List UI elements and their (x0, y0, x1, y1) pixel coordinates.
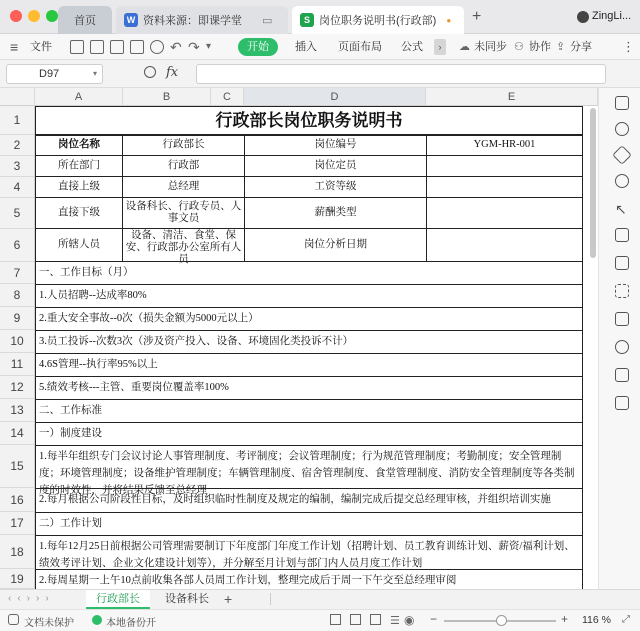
close-window-button[interactable] (10, 10, 22, 22)
history-icon[interactable] (615, 340, 629, 354)
cell-e3[interactable] (426, 155, 583, 177)
row-header[interactable]: 18 (0, 535, 35, 569)
cell-e6[interactable] (426, 228, 583, 262)
minimize-window-button[interactable] (28, 10, 40, 22)
row-header[interactable]: 16 (0, 488, 35, 512)
sheet-tab-bar (0, 589, 640, 609)
cell-b4[interactable]: 总经理 (122, 176, 245, 198)
collab-icon: ⚇ (514, 41, 524, 53)
row-header[interactable]: 3 (0, 156, 35, 177)
tab-home[interactable] (58, 6, 112, 34)
cell-a5[interactable]: 直接下级 (35, 197, 123, 229)
column-header-c[interactable]: C (211, 88, 244, 106)
zoom-search-icon[interactable] (144, 66, 156, 78)
cell-e5[interactable] (426, 197, 583, 229)
sidebar-toggle-icon[interactable] (615, 96, 629, 110)
formula-input[interactable] (196, 64, 606, 84)
row-header[interactable]: 8 (0, 284, 35, 307)
add-sheet-button[interactable]: + (224, 591, 233, 607)
right-sidebar (598, 88, 640, 589)
cell-d5[interactable]: 薪酬类型 (244, 197, 427, 229)
cell-b3[interactable]: 行政部 (122, 155, 245, 177)
cell-d3[interactable]: 岗位定员 (244, 155, 427, 177)
sync-status[interactable]: 未同步 (474, 41, 507, 53)
undo-icon[interactable]: ↶ (170, 39, 182, 55)
cell-a2[interactable]: 岗位名称 (35, 135, 123, 156)
column-header-d[interactable]: D (244, 88, 426, 106)
select-all-corner[interactable] (0, 88, 35, 106)
cell-a17[interactable]: 二）工作计划 (35, 512, 583, 536)
column-header-b[interactable]: B (123, 88, 211, 106)
image-icon[interactable] (615, 396, 629, 410)
cell-a7[interactable]: 一、工作目标（月） (35, 261, 583, 285)
cell-d2[interactable]: 岗位编号 (244, 135, 427, 156)
row-header[interactable]: 7 (0, 262, 35, 284)
row-header[interactable]: 19 (0, 569, 35, 589)
cell-b2[interactable]: 行政部长 (122, 135, 245, 156)
sidebar-extra-icon[interactable] (615, 368, 629, 382)
cell-e4[interactable] (426, 176, 583, 198)
menu-insert[interactable]: 插入 (295, 41, 317, 53)
cell-b6[interactable]: 设备、清洁、食堂、保安、行政部办公室所有人员 (122, 228, 245, 262)
eye-protect-icon[interactable]: ◉ (404, 613, 415, 627)
sheet-tab-equipment[interactable]: 设备科长 (165, 593, 209, 605)
unsaved-dot-icon: ● (446, 15, 452, 25)
cell-a11[interactable]: 4.6S管理--执行率95%以上 (35, 353, 583, 377)
cell-d6[interactable]: 岗位分析日期 (244, 228, 427, 262)
cell-e2[interactable]: YGM-HR-001 (426, 135, 583, 156)
print-icon[interactable] (130, 40, 144, 54)
theme-icon[interactable] (615, 174, 629, 188)
row-header[interactable]: 15 (0, 445, 35, 488)
read-mode-icon[interactable]: ☰ (390, 615, 400, 627)
cell-a8[interactable]: 1.人员招聘--达成率80% (35, 284, 583, 308)
page-view-icon[interactable] (350, 614, 361, 625)
fullscreen-icon[interactable]: ⤢ (622, 614, 630, 625)
sheet-nav-arrows-icon[interactable]: ‹‹››› (8, 593, 55, 604)
backup-status[interactable]: 本地备份开 (106, 618, 156, 629)
zoom-level[interactable]: 116 % (582, 614, 611, 626)
open-folder-icon[interactable] (70, 40, 84, 54)
avatar[interactable] (577, 11, 589, 23)
menu-share[interactable]: 分享 (570, 41, 592, 53)
protect-status[interactable]: 文档未保护 (24, 618, 74, 629)
cell-a3[interactable]: 所在部门 (35, 155, 123, 177)
menu-bar (0, 34, 640, 60)
column-header-e[interactable]: E (426, 88, 598, 106)
zoom-slider[interactable] (444, 620, 556, 622)
cell-a14[interactable]: 一）制度建设 (35, 422, 583, 446)
status-bar (0, 609, 640, 631)
cell-d4[interactable]: 工资等级 (244, 176, 427, 198)
cell-reference-value: D97 (39, 68, 60, 80)
menu-collab[interactable]: 协作 (529, 41, 551, 53)
fx-icon[interactable]: fx (166, 65, 179, 80)
cell-a10[interactable]: 3.员工投诉--次数3次（涉及资产投入、设备、环境固化类投诉不计） (35, 330, 583, 354)
spreadsheet-icon: S (300, 13, 314, 27)
cloud-sync-icon: ☁ (459, 41, 470, 53)
column-header-a[interactable]: A (35, 88, 123, 106)
scroll-right-icon[interactable]: › (434, 39, 446, 55)
cell-a4[interactable]: 直接上级 (35, 176, 123, 198)
formula-bar (0, 60, 640, 88)
cell-reference-box[interactable] (6, 64, 103, 84)
cell-a13[interactable]: 二、工作标准 (35, 399, 583, 423)
screen-icon: ▭ (262, 14, 273, 27)
tab-source-doc-label: 资料来源：即课学堂 (143, 15, 242, 27)
normal-view-icon[interactable] (330, 614, 341, 625)
share-icon: ⇪ (556, 41, 566, 53)
cell-a9[interactable]: 2.重大安全事故--0次（损失金额为5000元以上） (35, 307, 583, 331)
row-header[interactable]: 4 (0, 177, 35, 198)
row-header[interactable]: 12 (0, 376, 35, 399)
row-header[interactable]: 9 (0, 307, 35, 330)
row-header[interactable]: 5 (0, 198, 35, 229)
menu-page-layout[interactable]: 页面布局 (338, 41, 382, 53)
more-menu-icon[interactable]: ⋮ (622, 39, 635, 54)
title-bar (0, 0, 640, 34)
zoom-in-icon[interactable]: + (561, 612, 569, 626)
row-header[interactable]: 2 (0, 135, 35, 156)
hamburger-menu-icon[interactable]: ≡ (10, 39, 19, 55)
zoom-slider-handle[interactable] (496, 615, 507, 626)
row-header[interactable]: 1 (0, 106, 35, 135)
row-header[interactable]: 11 (0, 353, 35, 376)
zoom-out-icon[interactable]: − (430, 612, 438, 626)
filter-icon[interactable] (615, 256, 629, 270)
cell-a19[interactable]: 2.每周星期一上午10点前收集各部人员周工作计划，整理完成后于周一下午交至总经理审阅 (35, 569, 583, 590)
page-break-view-icon[interactable] (370, 614, 381, 625)
cell-a18[interactable]: 1.每年12月25日前根据公司管理需要制订下年度部门年度工作计划（招聘计划、员工教育训练计划、薪资/福利计划、绩效考评计划、企业文化建设计划等），并分解至月计划与部门内人员月度工作计划 (35, 535, 583, 570)
chart-icon[interactable] (615, 312, 629, 326)
search-doc-icon[interactable] (150, 40, 164, 54)
cell-a12[interactable]: 5.绩效考核---主管、重要岗位覆盖率100% (35, 376, 583, 400)
new-tab-button[interactable]: + (472, 8, 482, 25)
shape-icon[interactable] (612, 145, 632, 165)
select-region-icon[interactable] (615, 284, 629, 298)
word-doc-icon: W (124, 13, 138, 27)
pdf-icon[interactable] (110, 40, 124, 54)
account-name[interactable]: ZingLi... (592, 10, 632, 22)
sheet-title[interactable]: 行政部长岗位职务说明书 (35, 106, 583, 135)
row-header[interactable]: 14 (0, 422, 35, 445)
cell-a6[interactable]: 所辖人员 (35, 228, 123, 262)
spreadsheet-grid[interactable] (0, 88, 598, 589)
tab-job-description-label: 岗位职务说明书(行政部) (319, 15, 437, 27)
chevron-down-icon: ▾ (92, 69, 97, 78)
shield-icon (8, 614, 19, 625)
sheet-tab-active[interactable]: 行政部长 (86, 590, 150, 609)
row-header[interactable]: 13 (0, 399, 35, 422)
cell-b5[interactable]: 设备科长、行政专员、人事文员 (122, 197, 245, 229)
style-icon[interactable] (615, 122, 629, 136)
zoom-window-button[interactable] (46, 10, 58, 22)
save-icon[interactable] (90, 40, 104, 54)
table-icon[interactable] (615, 228, 629, 242)
menu-start[interactable]: 开始 (238, 38, 278, 56)
horizontal-scroll-area[interactable] (270, 593, 580, 605)
cell-a15[interactable]: 1.每半年组织专门会议讨论人事管理制度、考评制度；会议管理制度；行为规范管理制度；考勤制度；安全管理制度；环境管理制度；设备维护管理制度；车辆管理制度、宿舍管理制度、食堂管理制度、消防安全管理制度等各类制度的时效性，并将结果反馈至总经理 (35, 445, 583, 489)
backup-check-icon (92, 615, 102, 625)
cursor-icon[interactable]: ↖ (615, 201, 627, 217)
tab-home-label: 首页 (74, 15, 96, 27)
redo-icon[interactable]: ↷ (188, 39, 200, 55)
menu-file[interactable]: 文件 (30, 41, 52, 53)
row-header[interactable]: 6 (0, 229, 35, 262)
tab-source-doc[interactable] (116, 6, 288, 34)
more-tools-chevron-icon[interactable]: ▾ (206, 41, 212, 52)
tab-job-description[interactable] (292, 6, 464, 34)
menu-formula[interactable]: 公式 (401, 41, 423, 53)
row-header[interactable]: 10 (0, 330, 35, 353)
cell-a16[interactable]: 2.每月根据公司阶段性目标，及时组织临时性制度及规定的编制，编制完成后提交总经理审核，并组织培训实施 (35, 488, 583, 513)
row-header[interactable]: 17 (0, 512, 35, 535)
vertical-scrollbar[interactable] (590, 108, 596, 258)
